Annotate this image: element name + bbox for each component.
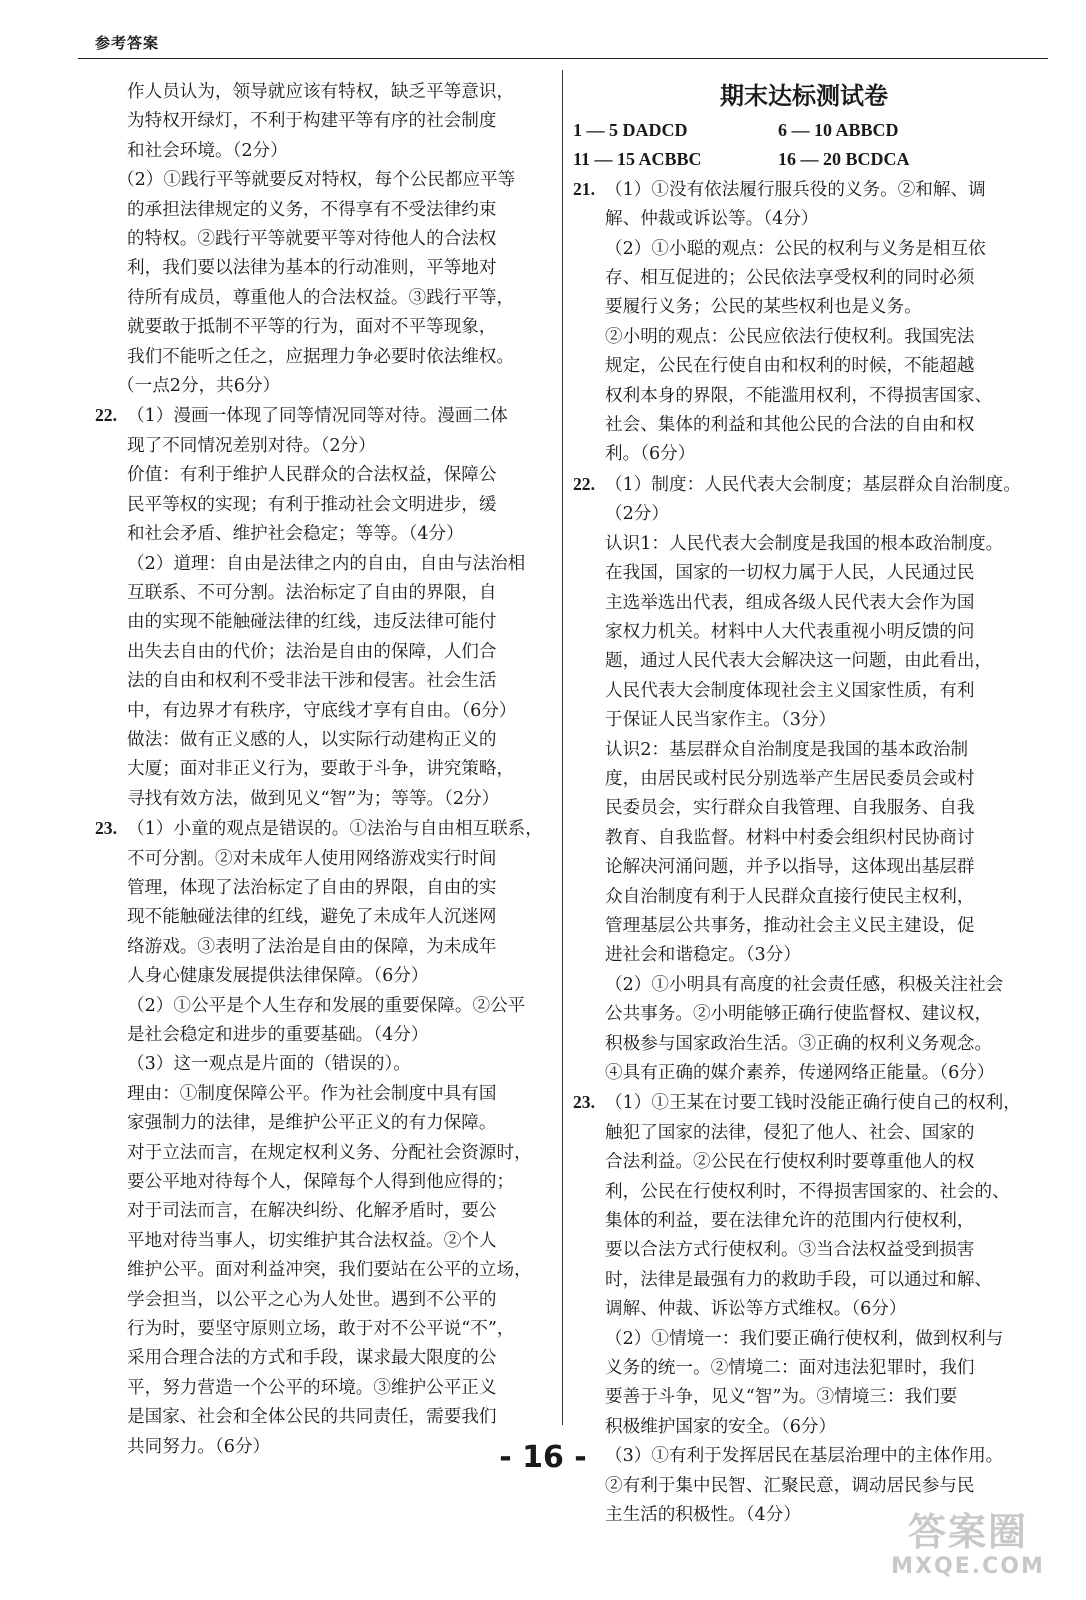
text-line: [573, 470, 1035, 500]
text-line: [573, 323, 1035, 352]
text-line: [573, 440, 1035, 469]
column-divider: [562, 70, 563, 1425]
line-text: 进社会和谐稳定。（3分）: [605, 945, 801, 966]
text-line: [95, 1021, 555, 1050]
line-text: 法的自由和权利不受非法干涉和侵害。社会生活: [127, 671, 497, 692]
line-text: 待所有成员，尊重他人的合法权益。③践行平等，: [127, 287, 515, 308]
line-text: 民平等权的实现；有利于推动社会文明进步，缓: [127, 494, 497, 515]
text-line: [95, 845, 555, 874]
answer-row: [573, 116, 1035, 145]
text-line: [573, 618, 1035, 647]
line-text: 的承担法律规定的义务，不得享有不受法律约束: [127, 199, 497, 220]
text-line: [573, 1000, 1035, 1029]
text-line: [95, 1344, 555, 1373]
line-text: 利。（6分）: [605, 444, 696, 465]
text-line: [95, 1256, 555, 1285]
text-line: [573, 352, 1035, 381]
line-text: （1）①没有依法履行服兵役的义务。②和解、调: [605, 179, 986, 200]
line-text: 互联系、不可分割。法治标定了自由的界限，自: [127, 582, 497, 603]
line-text: （1）小童的观点是错误的。①法治与自由相互联系，: [127, 819, 543, 840]
watermark-logo: [868, 1510, 1068, 1590]
line-text: 要善于斗争，见义“智”为。③情境三：我们要: [605, 1387, 958, 1408]
text-line: [95, 254, 555, 283]
page-number: - 16 -: [499, 1440, 587, 1475]
watermark-url: MXQE.COM: [891, 1554, 1045, 1579]
line-text: （3）①有利于发挥居民在基层治理中的主体作用。: [605, 1446, 1004, 1467]
text-line: [573, 1383, 1035, 1412]
line-text: 的特权。②践行平等就要平等对待他人的合法权: [127, 229, 497, 250]
text-line: [95, 461, 555, 490]
text-line: [95, 491, 555, 520]
text-line: [573, 912, 1035, 941]
text-line: [95, 137, 555, 166]
text-line: [573, 941, 1035, 970]
text-line: [95, 1403, 555, 1432]
text-line: [573, 382, 1035, 411]
line-text: 价值：有利于维护人民群众的合法权益，保障公: [127, 465, 497, 486]
line-text: 是社会稳定和进步的重要基础。（4分）: [127, 1025, 429, 1045]
line-text: 不可分割。②对未成年人使用网络游戏实行时间: [127, 848, 497, 869]
text-line: [95, 1050, 555, 1079]
text-line: [95, 962, 555, 991]
line-text: 认识2：基层群众自治制度是我国的基本政治制: [605, 739, 969, 760]
question-number: 22.: [95, 405, 117, 426]
line-text: 为特权开绿灯，不利于构建平等有序的社会制度: [127, 111, 497, 132]
line-text: 教育、自我监督。材料中村委会组织村民协商讨: [605, 827, 975, 848]
line-text: 家权力机关。材料中人大代表重视小明反馈的问: [605, 621, 975, 642]
answer-key: [573, 116, 1035, 175]
line-text: 解、仲裁或诉讼等。（4分）: [605, 209, 819, 230]
line-text: 集体的利益，要在法律允许的范围内行使权利，: [605, 1211, 975, 1232]
text-line: [573, 1088, 1035, 1118]
left-column: [95, 78, 555, 1462]
line-text: （3）这一观点是片面的（错误的）。: [127, 1054, 411, 1075]
line-text: 络游戏。③表明了法治是自由的保障，为未成年: [127, 936, 497, 957]
line-text: 是国家、社会和全体公民的共同责任，需要我们: [127, 1407, 497, 1428]
text-line: [573, 1178, 1035, 1207]
text-line: [95, 579, 555, 608]
text-line: [573, 971, 1035, 1000]
text-line: [95, 726, 555, 755]
text-line: [95, 196, 555, 225]
right-answers: [573, 175, 1035, 1531]
line-text: 管理，体现了法治标定了自由的界限，自由的实: [127, 877, 497, 898]
line-text: 调解、仲裁、诉讼等方式维权。（6分）: [605, 1299, 907, 1320]
answer-range: 16 — 20 BCDCA: [778, 149, 910, 170]
answer-row: [573, 145, 1035, 174]
line-text: （2）①公平是个人生存和发展的重要保障。②公平: [127, 995, 526, 1016]
question-number: 23.: [95, 818, 117, 839]
line-text: 作人员认为，领导就应该有特权，缺乏平等意识，: [127, 82, 515, 102]
text-line: [573, 1030, 1035, 1059]
line-text: （2）①情境一：我们要正确行使权利，做到权利与: [605, 1328, 1004, 1349]
line-text: 利，公民在行使权利时，不得损害国家的、社会的、: [605, 1181, 1010, 1202]
line-text: 义务的统一。②情境二：面对违法犯罪时，我们: [605, 1358, 975, 1379]
line-text: （2）①小聪的观点：公民的权利与义务是相互依: [605, 238, 986, 259]
line-text: 于保证人民当家作主。（3分）: [605, 710, 837, 731]
line-text: ④具有正确的媒介素养，传递网络正能量。（6分）: [605, 1063, 995, 1083]
question-number: 22.: [573, 473, 595, 494]
answer-range: 1 — 5 DADCD: [573, 120, 688, 140]
line-text: 人身心健康发展提供法律保障。（6分）: [127, 966, 429, 987]
line-text: （1）漫画一体现了同等情况同等对待。漫画二体: [127, 406, 508, 427]
line-text: 家强制力的法律，是维护公平正义的有力保障。: [127, 1113, 497, 1134]
text-line: [573, 1207, 1035, 1236]
text-line: [573, 293, 1035, 322]
line-text: 做法：做有正义感的人，以实际行动建构正义的: [127, 729, 497, 750]
text-line: [95, 1315, 555, 1344]
text-line: [573, 1119, 1035, 1148]
text-line: [573, 1266, 1035, 1295]
line-text: （1）①王某在讨要工钱时没能正确行使自己的权利，: [605, 1093, 1021, 1114]
text-line: [95, 1197, 555, 1226]
line-text: 主选举选出代表，组成各级人民代表大会作为国: [605, 592, 975, 613]
line-text: 共同努力。（6分）: [127, 1436, 271, 1457]
line-text: 平，努力营造一个公平的环境。③维护公平正义: [127, 1377, 497, 1398]
line-text: 众自治制度有利于人民群众直接行使民主权利，: [605, 886, 975, 907]
text-line: [573, 205, 1035, 234]
text-line: [573, 235, 1035, 264]
line-text: ②小明的观点：公民应依法行使权利。我国宪法: [605, 326, 975, 347]
text-line: [573, 736, 1035, 765]
line-text: （2）①小明具有高度的社会责任感，积极关注社会: [605, 974, 1004, 995]
text-line: [95, 608, 555, 637]
text-line: [95, 343, 555, 372]
answer-range: 11 — 15 ACBBC: [573, 149, 702, 170]
line-text: （2）①践行平等就要反对特权，每个公民都应平等: [117, 170, 516, 191]
text-line: [573, 765, 1035, 794]
line-text: 民委员会，实行群众自我管理、自我服务、自我: [605, 798, 975, 819]
line-text: 就要敢于抵制不平等的行为，面对不平等现象，: [127, 317, 497, 338]
text-line: [573, 706, 1035, 735]
text-line: [573, 175, 1035, 205]
line-text: 公共事务。②小明能够正确行使监督权、建议权，: [605, 1004, 993, 1025]
text-line: [95, 874, 555, 903]
header-rule: [78, 58, 1048, 59]
line-text: 积极参与国家政治生活。③正确的权利义务观念。: [605, 1033, 993, 1054]
line-text: 现不能触碰法律的红线，避免了未成年人沉迷网: [127, 907, 497, 928]
line-text: 和社会矛盾、维护社会稳定；等等。（4分）: [127, 524, 464, 545]
text-line: [573, 1413, 1035, 1442]
text-line: [573, 264, 1035, 293]
line-text: 主生活的积极性。（4分）: [605, 1505, 801, 1526]
line-text: 社会、集体的利益和其他公民的合法的自由和权: [605, 415, 975, 436]
text-line: [95, 697, 555, 726]
text-line: [95, 1139, 555, 1168]
question-number: 21.: [573, 178, 595, 199]
line-text: 利，我们要以法律为基本的行动准则，平等地对: [127, 258, 497, 279]
line-text: 对于立法而言，在规定权利义务、分配社会资源时，: [127, 1142, 532, 1163]
line-text: 度，由居民或村民分别选举产生居民委员会或村: [605, 768, 975, 789]
text-line: [573, 677, 1035, 706]
line-text: 维护公平。面对利益冲突，我们要站在公平的立场，: [127, 1260, 532, 1281]
line-text: 大厦；面对非正义行为，要敢于斗争，讲究策略，: [127, 759, 515, 780]
text-line: [95, 107, 555, 136]
text-line: [95, 166, 555, 195]
line-text: 权利本身的界限，不能滥用权利，不得损害国家、: [605, 385, 993, 406]
text-line: [95, 1109, 555, 1138]
text-line: [95, 1286, 555, 1315]
line-text: 现了不同情况差别对待。（2分）: [127, 435, 376, 456]
line-text: 要公平地对待每个人，保障每个人得到他应得的；: [127, 1172, 515, 1193]
text-line: [95, 550, 555, 579]
line-text: 在我国，国家的一切权力属于人民，人民通过民: [605, 563, 975, 584]
line-text: 认识1：人民代表大会制度是我国的根本政治制度。: [605, 533, 1004, 554]
line-text: 由的实现不能触碰法律的红线，违反法律可能付: [127, 612, 497, 633]
line-text: 题，通过人民代表大会解决这一问题，由此看出，: [605, 651, 993, 672]
text-line: [573, 1295, 1035, 1324]
text-line: [95, 78, 555, 107]
line-text: 要以合法方式行使权利。③当合法权益受到损害: [605, 1240, 975, 1261]
text-line: [95, 933, 555, 962]
line-text: 管理基层公共事务，推动社会主义民主建设，促: [605, 915, 975, 936]
text-line: [95, 284, 555, 313]
text-line: [573, 530, 1035, 559]
line-text: 规定，公民在行使自由和权利的时候，不能超越: [605, 356, 975, 377]
text-line: [573, 794, 1035, 823]
text-line: [95, 814, 555, 844]
text-line: [573, 1236, 1035, 1265]
right-column: [573, 78, 1035, 1531]
line-text: 中，有边界才有秩序，守底线才享有自由。（6分）: [127, 700, 517, 721]
line-text: 出失去自由的代价；法治是自由的保障，人们合: [127, 641, 497, 662]
line-text: 对于司法而言，在解决纠纷、化解矛盾时，要公: [127, 1201, 497, 1222]
text-line: [95, 401, 555, 431]
text-line: [95, 785, 555, 814]
line-text: 论解决河涌问题，并予以指导，这体现出基层群: [605, 857, 975, 878]
line-text: 积极维护国家的安全。（6分）: [605, 1416, 837, 1437]
text-line: [573, 824, 1035, 853]
text-line: [573, 1472, 1035, 1501]
section-title: 期末达标测试卷: [720, 82, 888, 110]
text-line: [573, 853, 1035, 882]
text-line: [95, 432, 555, 461]
line-text: 平地对待当事人，切实维护其合法权益。②个人: [127, 1230, 497, 1251]
text-line: [573, 1354, 1035, 1383]
text-line: [573, 647, 1035, 676]
line-text: （2）道理：自由是法律之内的自由，自由与法治相: [127, 553, 526, 574]
page-header: 参考答案: [95, 34, 160, 52]
text-line: [573, 1325, 1035, 1354]
text-line: [95, 1374, 555, 1403]
text-line: [573, 411, 1035, 440]
text-line: [573, 559, 1035, 588]
line-text: 触犯了国家的法律，侵犯了他人、社会、国家的: [605, 1122, 975, 1143]
line-text: 和社会环境。（2分）: [127, 140, 288, 161]
text-line: [95, 1227, 555, 1256]
line-text: 学会担当，以公平之心为人处世。遇到不公平的: [127, 1289, 497, 1310]
text-line: [95, 638, 555, 667]
line-text: 要履行义务；公民的某些权利也是义务。: [605, 297, 922, 318]
line-text: 人民代表大会制度体现社会主义国家性质，有利: [605, 680, 975, 701]
text-line: [573, 589, 1035, 618]
text-line: [573, 1148, 1035, 1177]
line-text: 采用合理合法的方式和手段，谋求最大限度的公: [127, 1348, 497, 1369]
line-text: 我们不能听之任之，应据理力争必要时依法维权。: [127, 346, 515, 367]
text-line: [95, 1080, 555, 1109]
text-line: [95, 313, 555, 342]
text-line: [573, 500, 1035, 529]
text-line: [95, 667, 555, 696]
text-line: [573, 1059, 1035, 1088]
line-text: 存、相互促进的；公民依法享受权利的同时必须: [605, 268, 975, 289]
line-text: （1）制度：人民代表大会制度；基层群众自治制度。: [605, 474, 1021, 495]
answer-range: 6 — 10 ABBCD: [778, 120, 899, 140]
text-line: [95, 903, 555, 932]
text-line: [95, 755, 555, 784]
line-text: 合法利益。②公民在行使权利时要尊重他人的权: [605, 1152, 975, 1173]
line-text: 寻找有效方法，做到见义“智”为；等等。（2分）: [127, 788, 500, 809]
text-line: [95, 225, 555, 254]
line-text: （2分）: [605, 504, 669, 525]
watermark-text: 答案圈: [907, 1510, 1028, 1554]
text-line: [95, 520, 555, 549]
text-line: [573, 883, 1035, 912]
line-text: （一点2分，共6分）: [117, 376, 281, 397]
text-line: [95, 992, 555, 1021]
line-text: 理由：①制度保障公平。作为社会制度中具有国: [127, 1083, 497, 1104]
line-text: ②有利于集中民智、汇聚民意，调动居民参与民: [605, 1475, 975, 1496]
question-number: 23.: [573, 1092, 595, 1113]
text-line: [95, 1168, 555, 1197]
line-text: 时，法律是最强有力的救助手段，可以通过和解、: [605, 1269, 993, 1290]
text-line: [95, 372, 555, 401]
line-text: 行为时，要坚守原则立场，敢于对不公平说“不”，: [127, 1319, 515, 1340]
